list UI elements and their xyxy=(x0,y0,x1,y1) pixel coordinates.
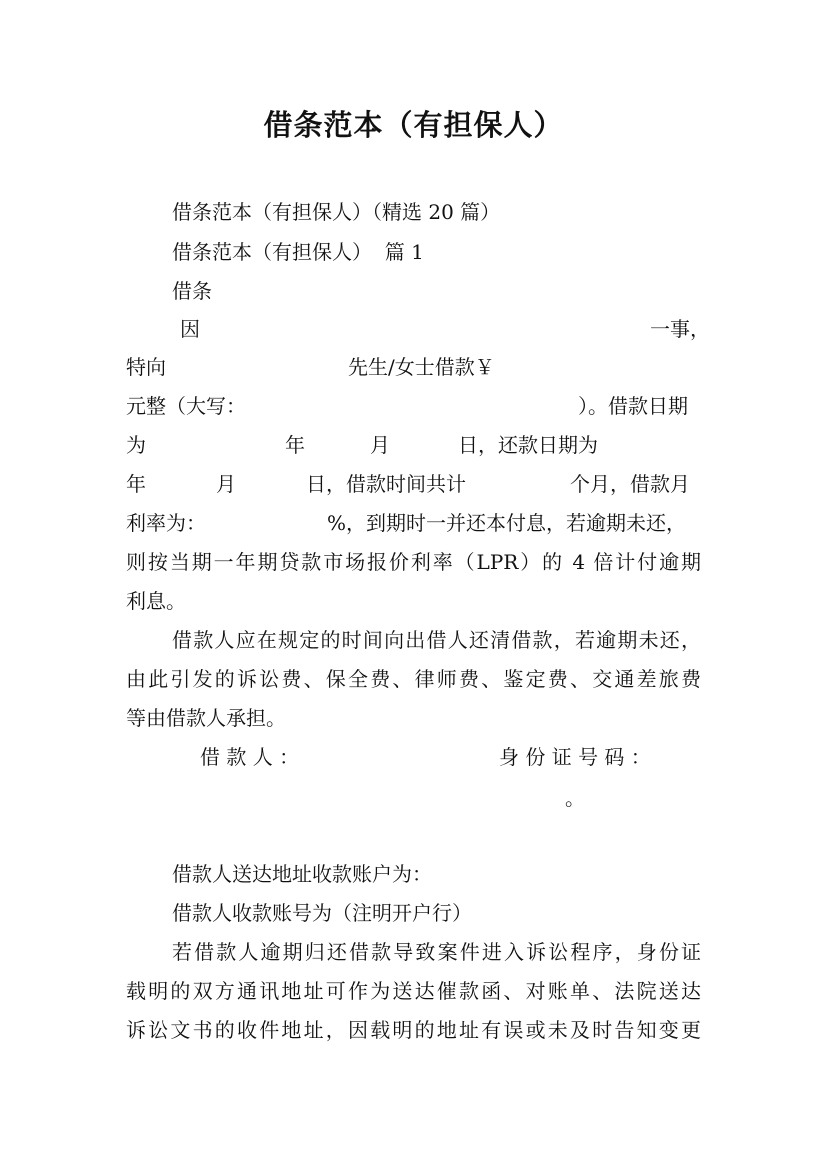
service-clause-line-2: 载明的双方通讯地址可作为送达催款函、对账单、法院送达 xyxy=(126,979,701,1003)
subtitle-line: 借条范本（有担保人）（精选 20 篇） xyxy=(172,200,501,224)
loan-date-label: ）。借款日期 xyxy=(578,394,688,418)
repay-year: 年 xyxy=(126,472,146,496)
rate-label: 利率为： xyxy=(126,511,206,535)
amount-words-label: 元整（大写： xyxy=(126,394,246,418)
loan-month: 月 xyxy=(370,433,390,457)
lender-amount: 先生/女士借款￥ xyxy=(348,355,495,379)
address-line: 借款人送达地址收款账户为： xyxy=(172,862,432,886)
term-months-label: 个月，借款月 xyxy=(570,472,690,496)
borrower-label: 借 款 人 ： xyxy=(200,745,300,769)
reason-prefix: 因 xyxy=(180,317,200,341)
account-line: 借款人收款账号为（注明开户行） xyxy=(172,901,472,925)
repay-clause-line-1: 借款人应在规定的时间向出借人还清借款，若逾期未还， xyxy=(172,628,701,652)
reason-suffix: 一事， xyxy=(650,317,710,341)
document-title: 借条范本（有担保人） xyxy=(263,108,564,142)
period-mark: 。 xyxy=(565,786,585,810)
chapter-line: 借条范本（有担保人） 篇 1 xyxy=(172,240,424,264)
loan-year: 年 xyxy=(285,433,305,457)
repay-month: 月 xyxy=(216,472,236,496)
lpr-line: 则按当期一年期贷款市场报价利率（LPR）的 4 倍计付逾期 xyxy=(126,550,701,574)
iou-heading: 借条 xyxy=(172,279,212,303)
repay-clause-line-3: 等由借款人承担。 xyxy=(126,706,286,730)
interest-line: 利息。 xyxy=(126,589,186,613)
repay-day-term-label: 日，借款时间共计 xyxy=(306,472,466,496)
repay-clause-line-2: 由此引发的诉讼费、保全费、律师费、鉴定费、交通差旅费 xyxy=(126,667,701,691)
id-number-label: 身 份 证 号 码 ： xyxy=(499,745,651,769)
service-clause-line-3: 诉讼文书的收件地址，因载明的地址有误或未及时告知变更 xyxy=(126,1018,701,1042)
service-clause-line-1: 若借款人逾期归还借款导致案件进入诉讼程序，身份证 xyxy=(172,940,701,964)
lender-prefix: 特向 xyxy=(126,355,166,379)
loan-day-repay-label: 日，还款日期为 xyxy=(458,433,598,457)
date-prefix: 为 xyxy=(126,433,146,457)
rate-terms: %，到期时一并还本付息，若逾期未还， xyxy=(327,511,687,535)
